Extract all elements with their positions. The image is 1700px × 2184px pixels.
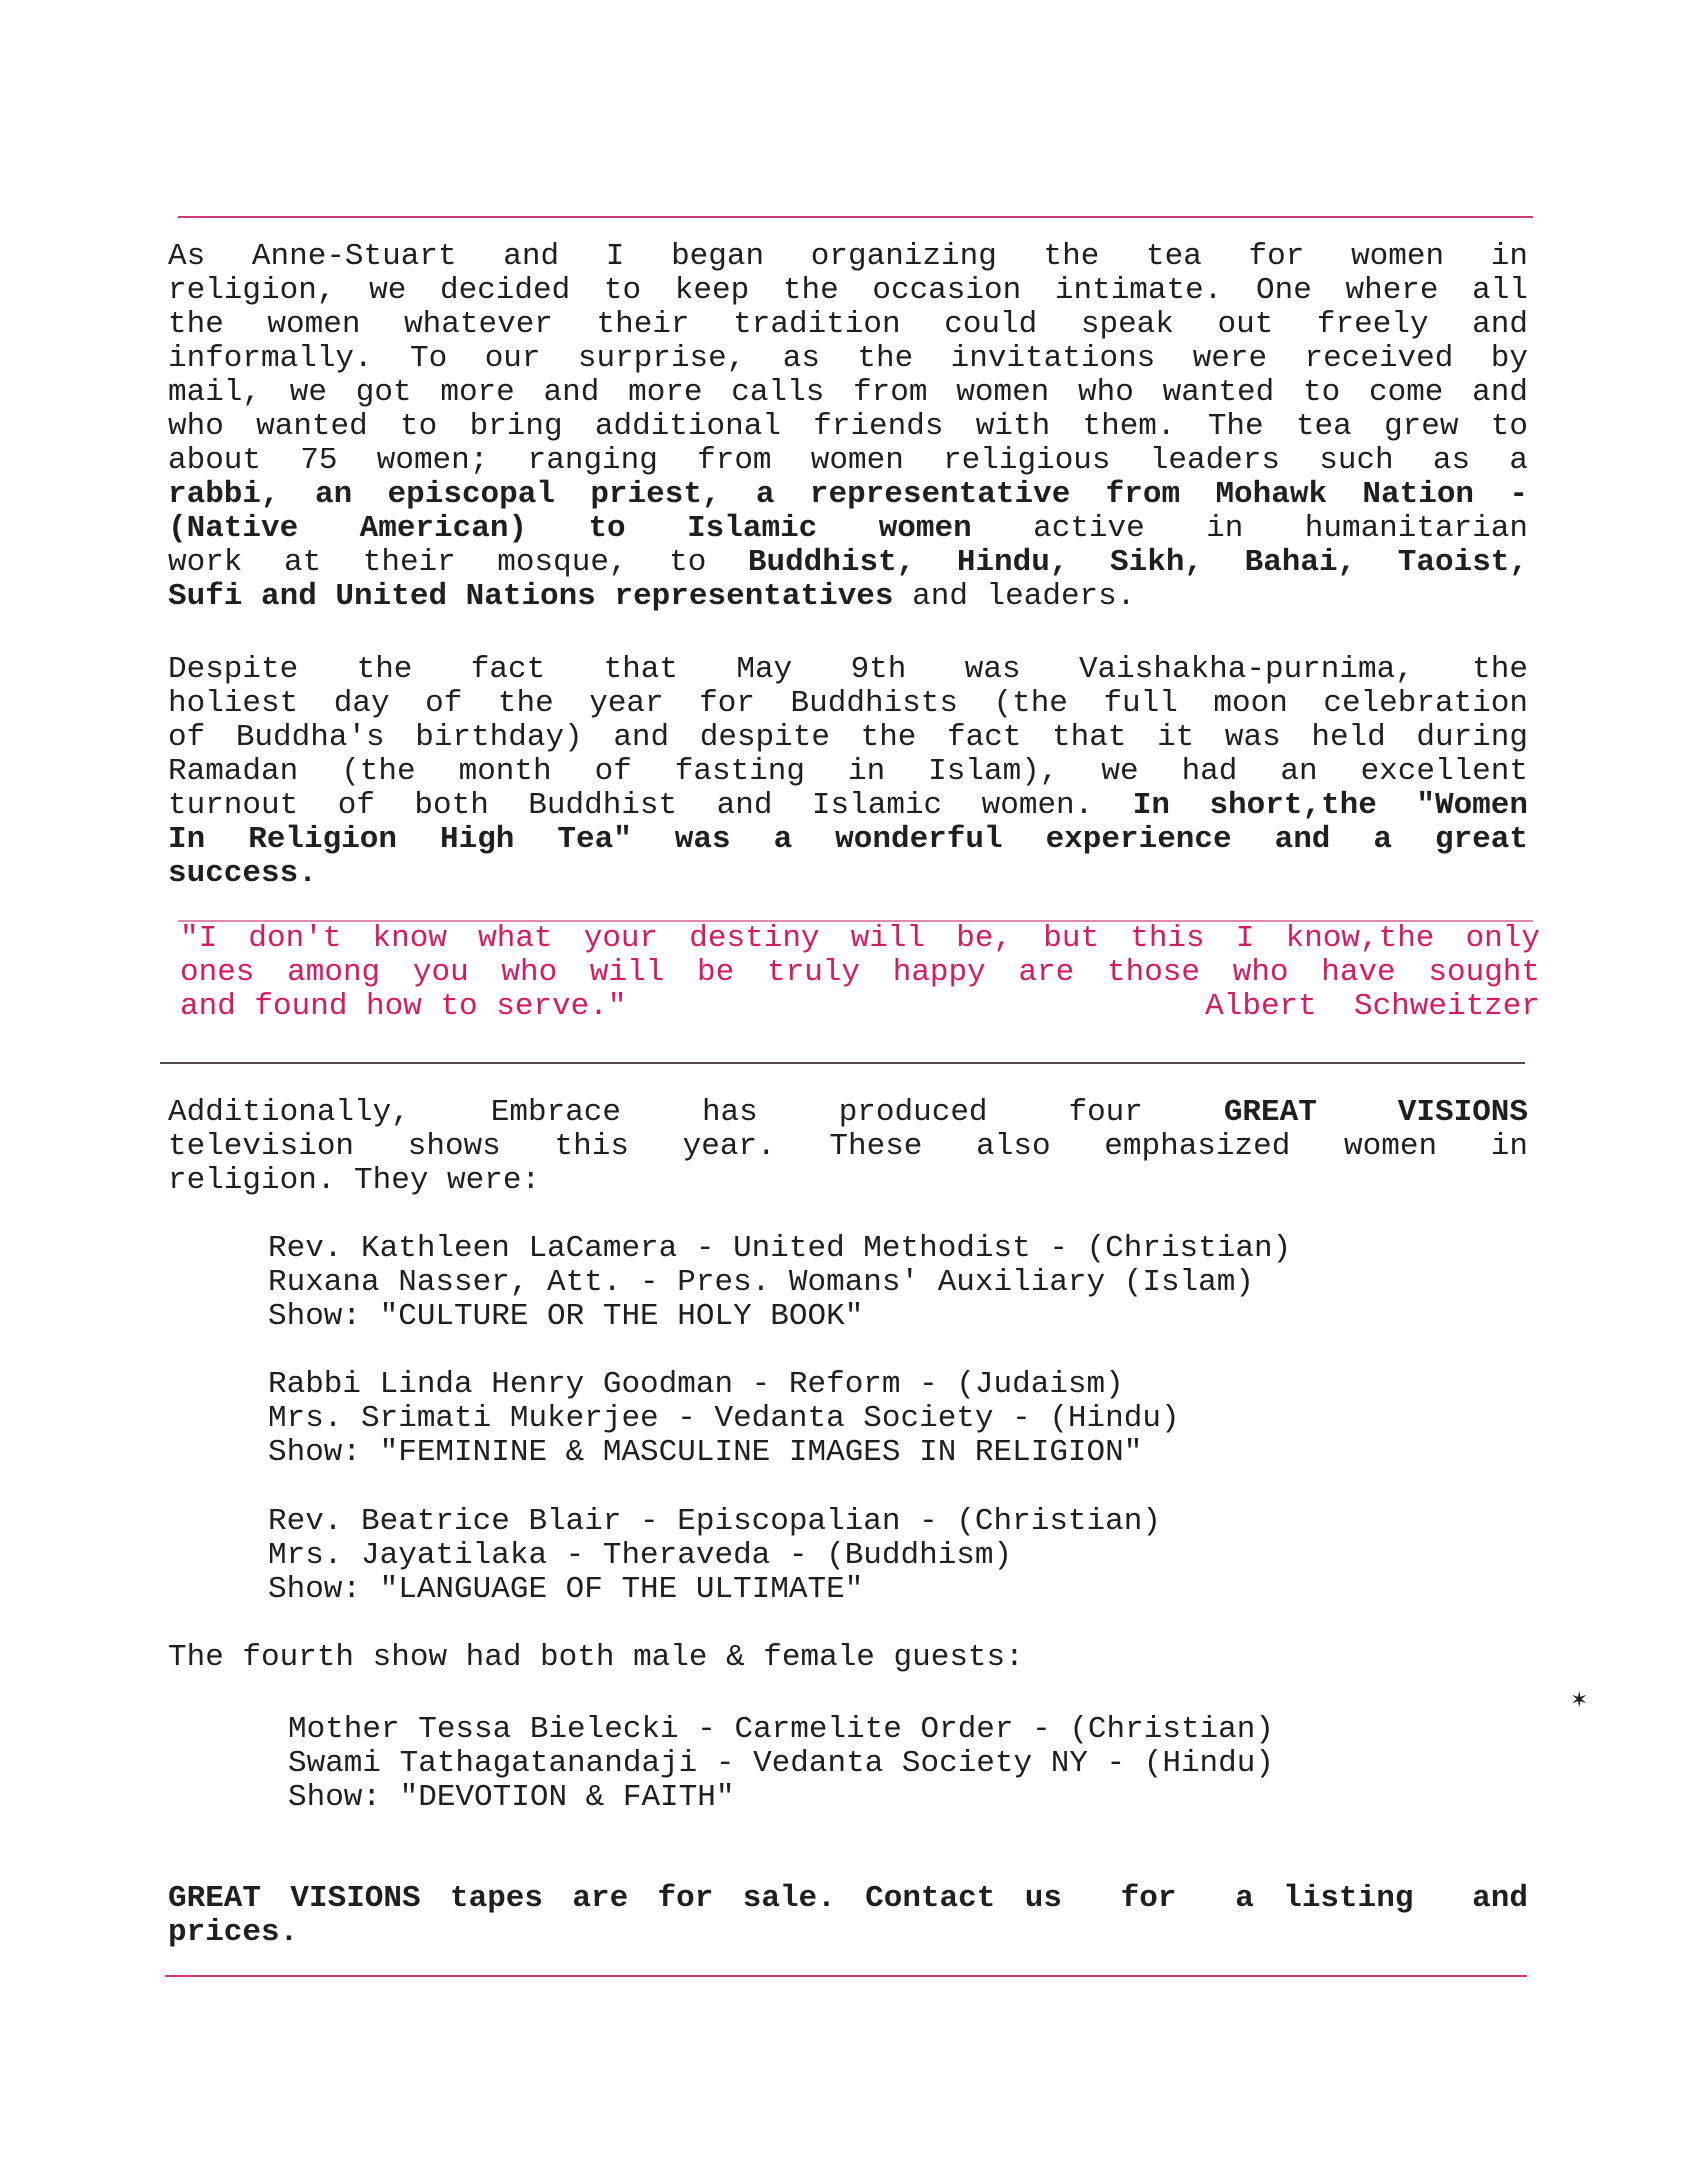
para1-line-3	[168, 308, 1528, 342]
para2-line-6-part-1: In Religion High Tea" was a wonderful experience and a great	[168, 822, 1528, 857]
show-4-title: Show: "DEVOTION & FAITH"	[288, 1780, 735, 1815]
quote-line-2: ones among you who will be truly happy are those who have sought	[180, 955, 1540, 990]
show-3-guest-1: Rev. Beatrice Blair - Episcopalian - (Christian)	[268, 1504, 1161, 1539]
para1-line-7-part-1: about 75 women; ranging from women religious leaders such as a	[168, 443, 1528, 478]
para1-line-9-part-1: (Native American) to Islamic women	[168, 511, 972, 546]
para1-line-6	[168, 410, 1528, 444]
para2-line-2-part-1: holiest day of the year for Buddhists (the full moon celebration	[168, 686, 1528, 721]
closing-bold-text: GREAT VISIONS tapes are for sale. Contact us	[168, 1881, 1062, 1916]
show-3	[268, 1505, 1161, 1607]
paragraph-despite	[168, 653, 1528, 891]
para3-line-3-part-1: religion. They were:	[168, 1163, 541, 1198]
quote-line-3: and found how to serve."	[180, 989, 627, 1024]
para1-line-10	[168, 546, 1528, 580]
para2-line-5-part-2: In short,the "Women	[1132, 788, 1528, 823]
para1-line-1	[168, 240, 1528, 274]
para3-line-1-part-2: GREAT VISIONS	[1223, 1095, 1529, 1130]
para1-line-11	[168, 580, 1528, 614]
fourth-show-intro-text: The fourth show had both male & female guests:	[168, 1640, 1024, 1675]
show-3-title: Show: "LANGUAGE OF THE ULTIMATE"	[268, 1572, 864, 1607]
quote-author: Albert Schweitzer	[1205, 989, 1540, 1024]
para3-line-1	[168, 1096, 1528, 1130]
para2-line-1-part-1: Despite the fact that May 9th was Vaishakha-purnima, the	[168, 652, 1528, 687]
para2-line-6	[168, 823, 1528, 857]
show-1-title: Show: "CULTURE OR THE HOLY BOOK"	[268, 1299, 864, 1334]
para3-line-2	[168, 1130, 1528, 1164]
bottom-divider	[165, 1975, 1527, 1977]
closing-note	[168, 1882, 1528, 1950]
para2-line-4	[168, 755, 1528, 789]
para2-line-7-part-1: success.	[168, 856, 317, 891]
top-divider	[178, 216, 1533, 218]
para2-line-3-part-1: of Buddha's birthday) and despite the fact that it was held during	[168, 720, 1528, 755]
closing-line-2-text: prices.	[168, 1915, 299, 1950]
para1-line-9	[168, 512, 1528, 546]
show-2-guest-1: Rabbi Linda Henry Goodman - Reform - (Judaism)	[268, 1367, 1124, 1402]
paragraph-tea-intro	[168, 240, 1528, 614]
para1-line-7	[168, 444, 1528, 478]
para2-line-5-part-1: turnout of both Buddhist and Islamic women.	[168, 788, 1133, 823]
show-2	[268, 1368, 1180, 1470]
para1-line-10-part-2: Buddhist, Hindu, Sikh, Bahai, Taoist,	[747, 545, 1528, 580]
para1-line-6-part-1: who wanted to bring additional friends with them. The tea grew to	[168, 409, 1528, 444]
quote-last-line	[180, 990, 1540, 1024]
closing-line-2	[168, 1916, 1528, 1950]
show-4-guest-1: Mother Tessa Bielecki - Carmelite Order - (Christian)	[288, 1712, 1274, 1747]
para1-line-11-part-1: Sufi and United Nations representatives	[168, 579, 894, 614]
para1-line-10-part-1: work at their mosque, to	[168, 545, 748, 580]
fourth-show-intro	[168, 1641, 1024, 1675]
schweitzer-quote	[180, 922, 1540, 1024]
para3-line-3	[168, 1164, 1528, 1198]
quote-bottom-divider	[160, 1062, 1525, 1064]
closing-rest-text: for a listing and	[1061, 1881, 1528, 1916]
para2-line-3	[168, 721, 1528, 755]
para1-line-8	[168, 478, 1528, 512]
para2-line-5	[168, 789, 1528, 823]
para1-line-3-part-1: the women whatever their tradition could speak out freely and	[168, 307, 1528, 342]
para1-line-2	[168, 274, 1528, 308]
para1-line-11-part-2: and leaders.	[893, 579, 1136, 614]
show-3-guest-2: Mrs. Jayatilaka - Theraveda - (Buddhism)	[268, 1538, 1013, 1573]
para3-line-1-part-1: Additionally, Embrace has produced four	[168, 1095, 1224, 1130]
quote-line-1: "I don't know what your destiny will be, but this I know,the only	[180, 921, 1540, 956]
para1-line-1-part-1: As Anne-Stuart and I began organizing the tea for women in	[168, 239, 1528, 274]
closing-line-1	[168, 1882, 1528, 1916]
para1-line-5-part-1: mail, we got more and more calls from women who wanted to come and	[168, 375, 1528, 410]
para2-line-7	[168, 857, 1528, 891]
show-2-guest-2: Mrs. Srimati Mukerjee - Vedanta Society - (Hindu)	[268, 1401, 1180, 1436]
para1-line-9-part-2: active in humanitarian	[971, 511, 1528, 546]
para3-line-2-part-1: television shows this year. These also emphasized women in	[168, 1129, 1528, 1164]
para1-line-4	[168, 342, 1528, 376]
para1-line-5	[168, 376, 1528, 410]
para1-line-4-part-1: informally. To our surprise, as the invitations were received by	[168, 341, 1528, 376]
paper-speck-mark: ✶	[1570, 1688, 1589, 1713]
show-1-guest-1: Rev. Kathleen LaCamera - United Methodist - (Christian)	[268, 1231, 1292, 1266]
para1-line-2-part-1: religion, we decided to keep the occasion intimate. One where all	[168, 273, 1528, 308]
show-4-guest-2: Swami Tathagatanandaji - Vedanta Society NY - (Hindu)	[288, 1746, 1274, 1781]
show-2-title: Show: "FEMININE & MASCULINE IMAGES IN RELIGION"	[268, 1435, 1143, 1470]
show-1-guest-2: Ruxana Nasser, Att. - Pres. Womans' Auxiliary (Islam)	[268, 1265, 1254, 1300]
para2-line-1	[168, 653, 1528, 687]
para2-line-4-part-1: Ramadan (the month of fasting in Islam), we had an excellent	[168, 754, 1528, 789]
para1-line-8-part-1: rabbi, an episcopal priest, a representative from Mohawk Nation -	[168, 477, 1528, 512]
show-1	[268, 1232, 1291, 1334]
paragraph-great-visions	[168, 1096, 1528, 1198]
para2-line-2	[168, 687, 1528, 721]
show-4	[288, 1713, 1274, 1815]
